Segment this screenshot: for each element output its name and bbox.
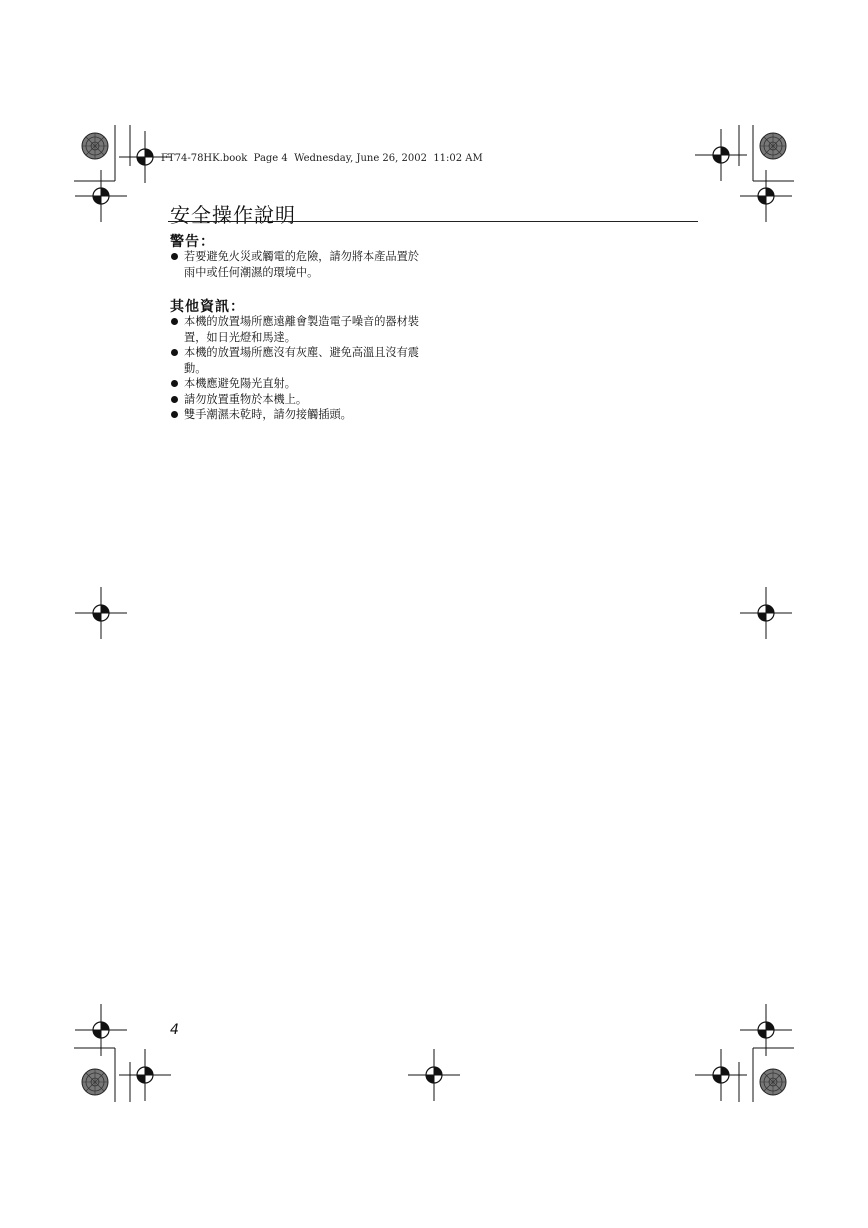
page-number: 4: [170, 1022, 179, 1038]
registration-mark-left-middle: [75, 587, 127, 639]
list-item: [170, 392, 424, 408]
color-target-bottom-right: [760, 1069, 786, 1095]
info-item-text: 本機應避免陽光直射。: [184, 377, 296, 390]
registration-mark-right-middle: [740, 587, 792, 639]
title-underline: [168, 221, 698, 222]
bullet-icon: [171, 411, 178, 418]
bullet-icon: [171, 396, 178, 403]
warning-list: [170, 249, 424, 280]
info-list: [170, 314, 424, 423]
bullet-icon: [171, 349, 178, 356]
list-item: [170, 345, 424, 376]
section-title: 安全操作說明: [170, 203, 296, 227]
bullet-icon: [171, 380, 178, 387]
warning-item-text: 若要避免火災或觸電的危險，請勿將本產品置於雨中或任何潮濕的環境中。: [184, 250, 419, 279]
list-item: [170, 407, 424, 423]
bullet-icon: [171, 253, 178, 260]
color-target-top-left: [82, 133, 108, 159]
registration-mark-left-upper: [75, 170, 127, 222]
info-item-text: 雙手潮濕未乾時，請勿接觸插頭。: [184, 408, 352, 421]
list-item: [170, 376, 424, 392]
registration-mark-bottom-left: [119, 1049, 171, 1101]
bullet-icon: [171, 318, 178, 325]
color-target-bottom-left: [82, 1069, 108, 1095]
info-heading: 其他資訊：: [170, 299, 245, 315]
color-target-top-right: [760, 133, 786, 159]
warning-heading: 警告：: [170, 234, 215, 250]
list-item: [170, 249, 424, 280]
list-item: [170, 314, 424, 345]
info-item-text: 本機的放置場所應遠離會製造電子噪音的器材裝置，如日光燈和馬達。: [184, 315, 419, 344]
registration-mark-bottom-center: [408, 1049, 460, 1101]
registration-mark-right-upper: [740, 170, 792, 222]
print-file-stamp: FT74-78HK.book Page 4 Wednesday, June 26, 2002 11:02 AM: [161, 153, 483, 164]
info-item-text: 本機的放置場所應沒有灰塵、避免高溫且沒有震動。: [184, 346, 419, 375]
info-item-text: 請勿放置重物於本機上。: [184, 392, 308, 406]
